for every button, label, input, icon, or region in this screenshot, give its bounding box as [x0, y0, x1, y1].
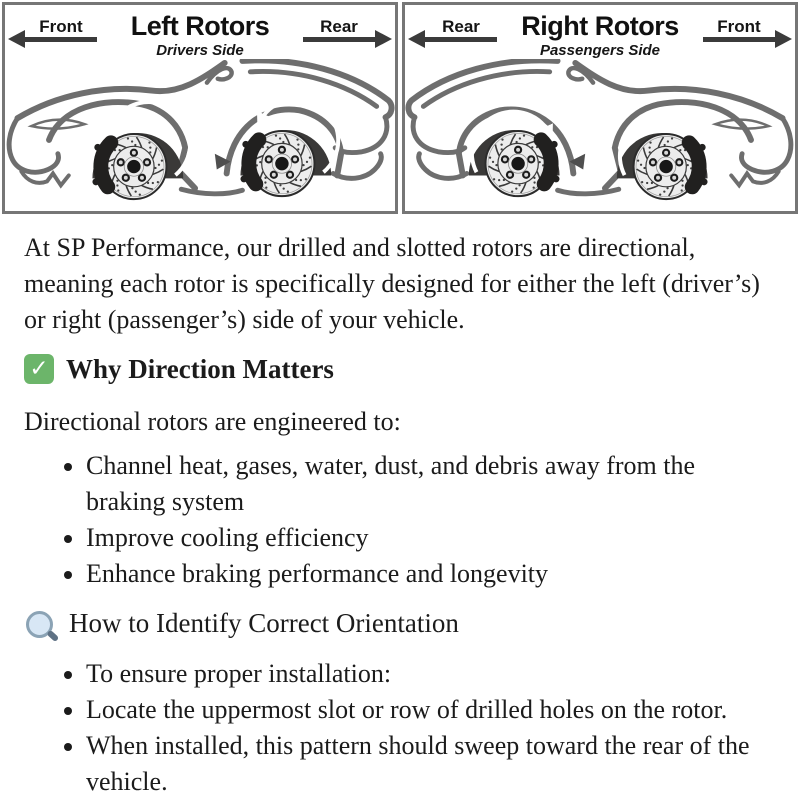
- lead-sentence: Directional rotors are engineered to:: [24, 407, 401, 436]
- orientation-steps-list: [24, 656, 774, 800]
- rotation-label: Rotation: [107, 116, 160, 138]
- bullet-item: • Improve cooling efficiency: [86, 520, 774, 556]
- direction-text: Rear: [320, 17, 358, 36]
- left-panel-header: [5, 5, 395, 58]
- bullet-item: • To ensure proper installation:: [86, 656, 774, 692]
- left-arrow-icon: [425, 37, 497, 42]
- front-direction-label: [25, 18, 97, 42]
- rotor-assemblies: [486, 131, 708, 199]
- panel-title-text: Left Rotors: [130, 11, 270, 41]
- panel-subtitle-text: Passengers Side: [539, 42, 661, 59]
- rotation-label: Rotation: [255, 113, 308, 135]
- right-rotors-panel: [402, 2, 798, 214]
- check-mark-icon: [24, 354, 54, 384]
- bullet-item: • When installed, this pattern should sweep toward the rear of the vehicle.: [86, 728, 774, 800]
- direction-text: Front: [39, 17, 83, 36]
- section-title: How to Identify Correct Orientation: [69, 608, 459, 638]
- right-arrow-icon: [303, 37, 375, 42]
- panel-title-text: Right Rotors: [521, 11, 679, 41]
- rear-direction-label: [425, 18, 497, 42]
- rotor-direction-diagram: [0, 0, 800, 216]
- left-rotors-panel: [2, 2, 398, 214]
- section-heading-identify-orientation: [24, 606, 774, 640]
- drilled-slotted-rotor: [240, 131, 314, 196]
- bullet-item: • Enhance braking performance and longevity: [86, 556, 774, 592]
- drilled-slotted-rotor: [486, 131, 560, 196]
- right-panel-header: [405, 5, 795, 58]
- article-body: [0, 216, 800, 800]
- drilled-slotted-rotor: [92, 134, 166, 199]
- car-body-outline: [408, 60, 790, 193]
- left-car-illustration: [5, 59, 395, 209]
- magnifying-glass-icon: [26, 611, 53, 638]
- right-car-illustration: [405, 59, 795, 209]
- rotation-label: Rotation: [478, 113, 528, 140]
- section-title: Why Direction Matters: [66, 354, 334, 384]
- rotor-assemblies: [92, 131, 314, 199]
- bullet-item: • Channel heat, gases, water, dust, and debris away from the braking system: [86, 448, 774, 520]
- intro-paragraph: At SP Performance, our drilled and slotted rotors are directional, meaning each rotor is specifically designed for either the left (driver’s) or right (passenger’s) side of your vehicle.: [24, 233, 760, 334]
- right-panel-title: [521, 13, 678, 58]
- rotation-label: Rotation: [626, 116, 676, 143]
- right-arrow-icon: [703, 37, 775, 42]
- direction-text: Front: [717, 17, 761, 36]
- drilled-slotted-rotor: [634, 134, 708, 199]
- benefits-list: [24, 448, 774, 592]
- left-arrow-icon: [25, 37, 97, 42]
- section-heading-why-direction-matters: [24, 352, 774, 386]
- front-direction-label: [703, 18, 775, 42]
- panel-subtitle-text: Drivers Side: [156, 42, 244, 59]
- rear-direction-label: [303, 18, 375, 42]
- left-panel-title: [131, 13, 270, 58]
- direction-text: Rear: [442, 17, 480, 36]
- bullet-item: • Locate the uppermost slot or row of drilled holes on the rotor.: [86, 692, 774, 728]
